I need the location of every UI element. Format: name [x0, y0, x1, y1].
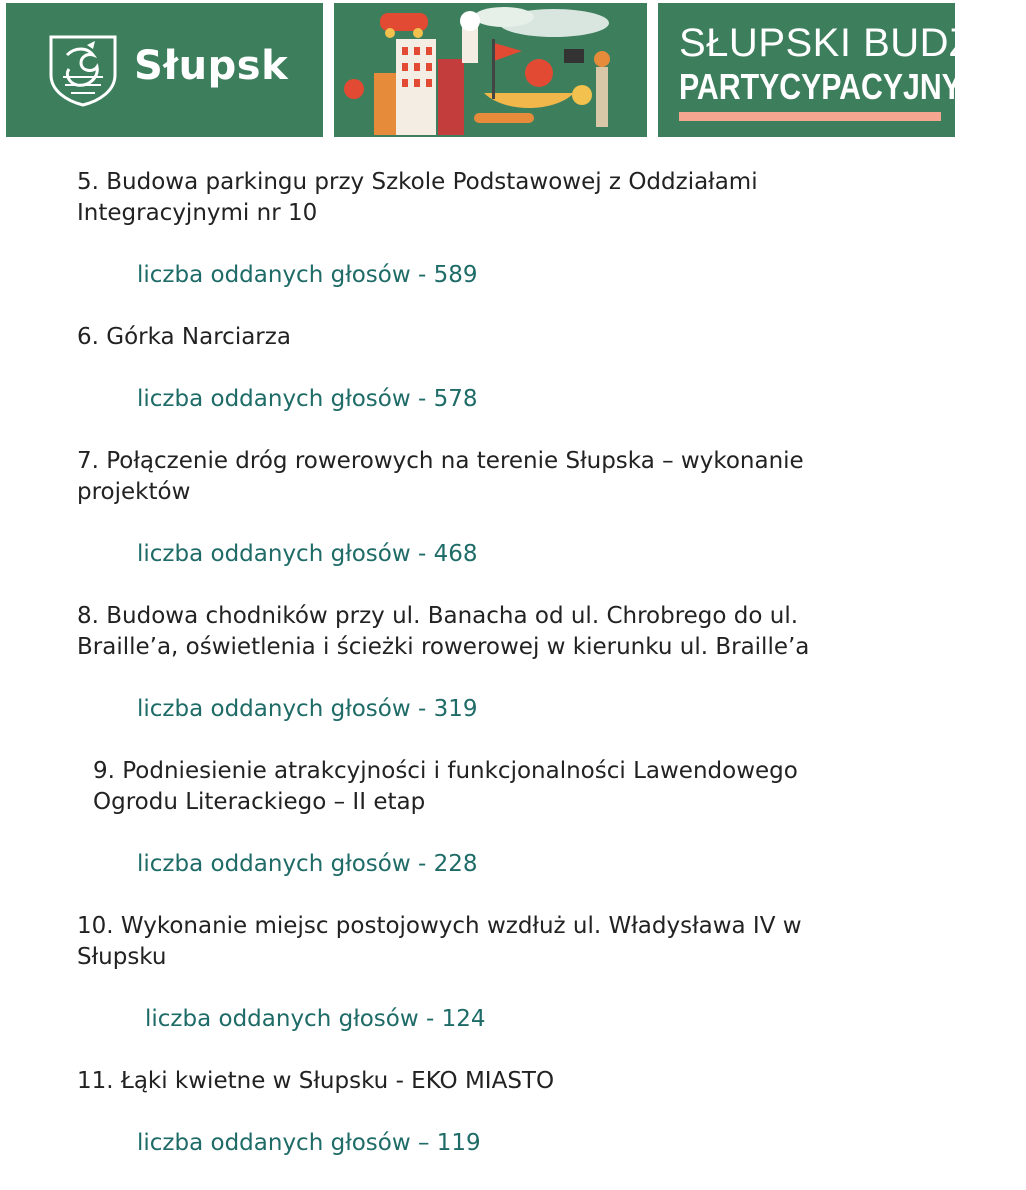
project-item [77, 756, 877, 880]
project-title: 5. Budowa parkingu przy Szkole Podstawowej z Oddziałami Integracyjnymi nr 10 [77, 169, 758, 226]
vote-count: liczba oddanych głosów - 578 [137, 386, 478, 412]
project-title: 10. Wykonanie miejsc postojowych wzdłuż ul. Władysława IV w Słupsku [77, 913, 802, 970]
participatory-budget-banner [658, 3, 1026, 137]
illustration-banner [334, 3, 647, 137]
project-title: 7. Połączenie dróg rowerowych na terenie Słupska – wykonanie projektów [77, 448, 804, 505]
project-title: 6. Górka Narciarza [77, 324, 291, 350]
project-title: 9. Podniesienie atrakcyjności i funkcjonalności Lawendowego Ogrodu Literackiego – II etap [93, 758, 798, 815]
vote-count: liczba oddanych głosów – 119 [137, 1130, 481, 1156]
project-results-list [77, 167, 877, 1190]
vote-count: liczba oddanych głosów - 589 [137, 262, 478, 288]
city-crest-icon [47, 33, 119, 107]
project-title: 8. Budowa chodników przy ul. Banacha od ul. Chrobrego do ul. Braille’a, oświetlenia i ścieżki rowerowej w kierunku ul. Braille’a [77, 603, 810, 660]
project-item [77, 911, 877, 1035]
budget-title-line2: PARTYCYPACYJNY [679, 66, 962, 107]
project-item [77, 601, 877, 725]
accent-bar [679, 112, 941, 121]
vote-count: liczba oddanych głosów - 468 [137, 541, 478, 567]
city-logo-text: Słupsk [134, 43, 289, 89]
city-illustration [334, 3, 647, 137]
vote-count: liczba oddanych głosów - 319 [137, 696, 478, 722]
project-item [77, 1066, 877, 1159]
city-logo-banner [6, 3, 323, 137]
project-item [77, 167, 877, 291]
vote-count: liczba oddanych głosów - 228 [137, 851, 478, 877]
project-item [77, 322, 877, 415]
vote-count: liczba oddanych głosów - 124 [145, 1006, 486, 1032]
budget-title-line1: SŁUPSKI BUDŻET [679, 21, 1026, 65]
project-item [77, 446, 877, 570]
project-title: 11. Łąki kwietne w Słupsku - EKO MIASTO [77, 1068, 555, 1094]
